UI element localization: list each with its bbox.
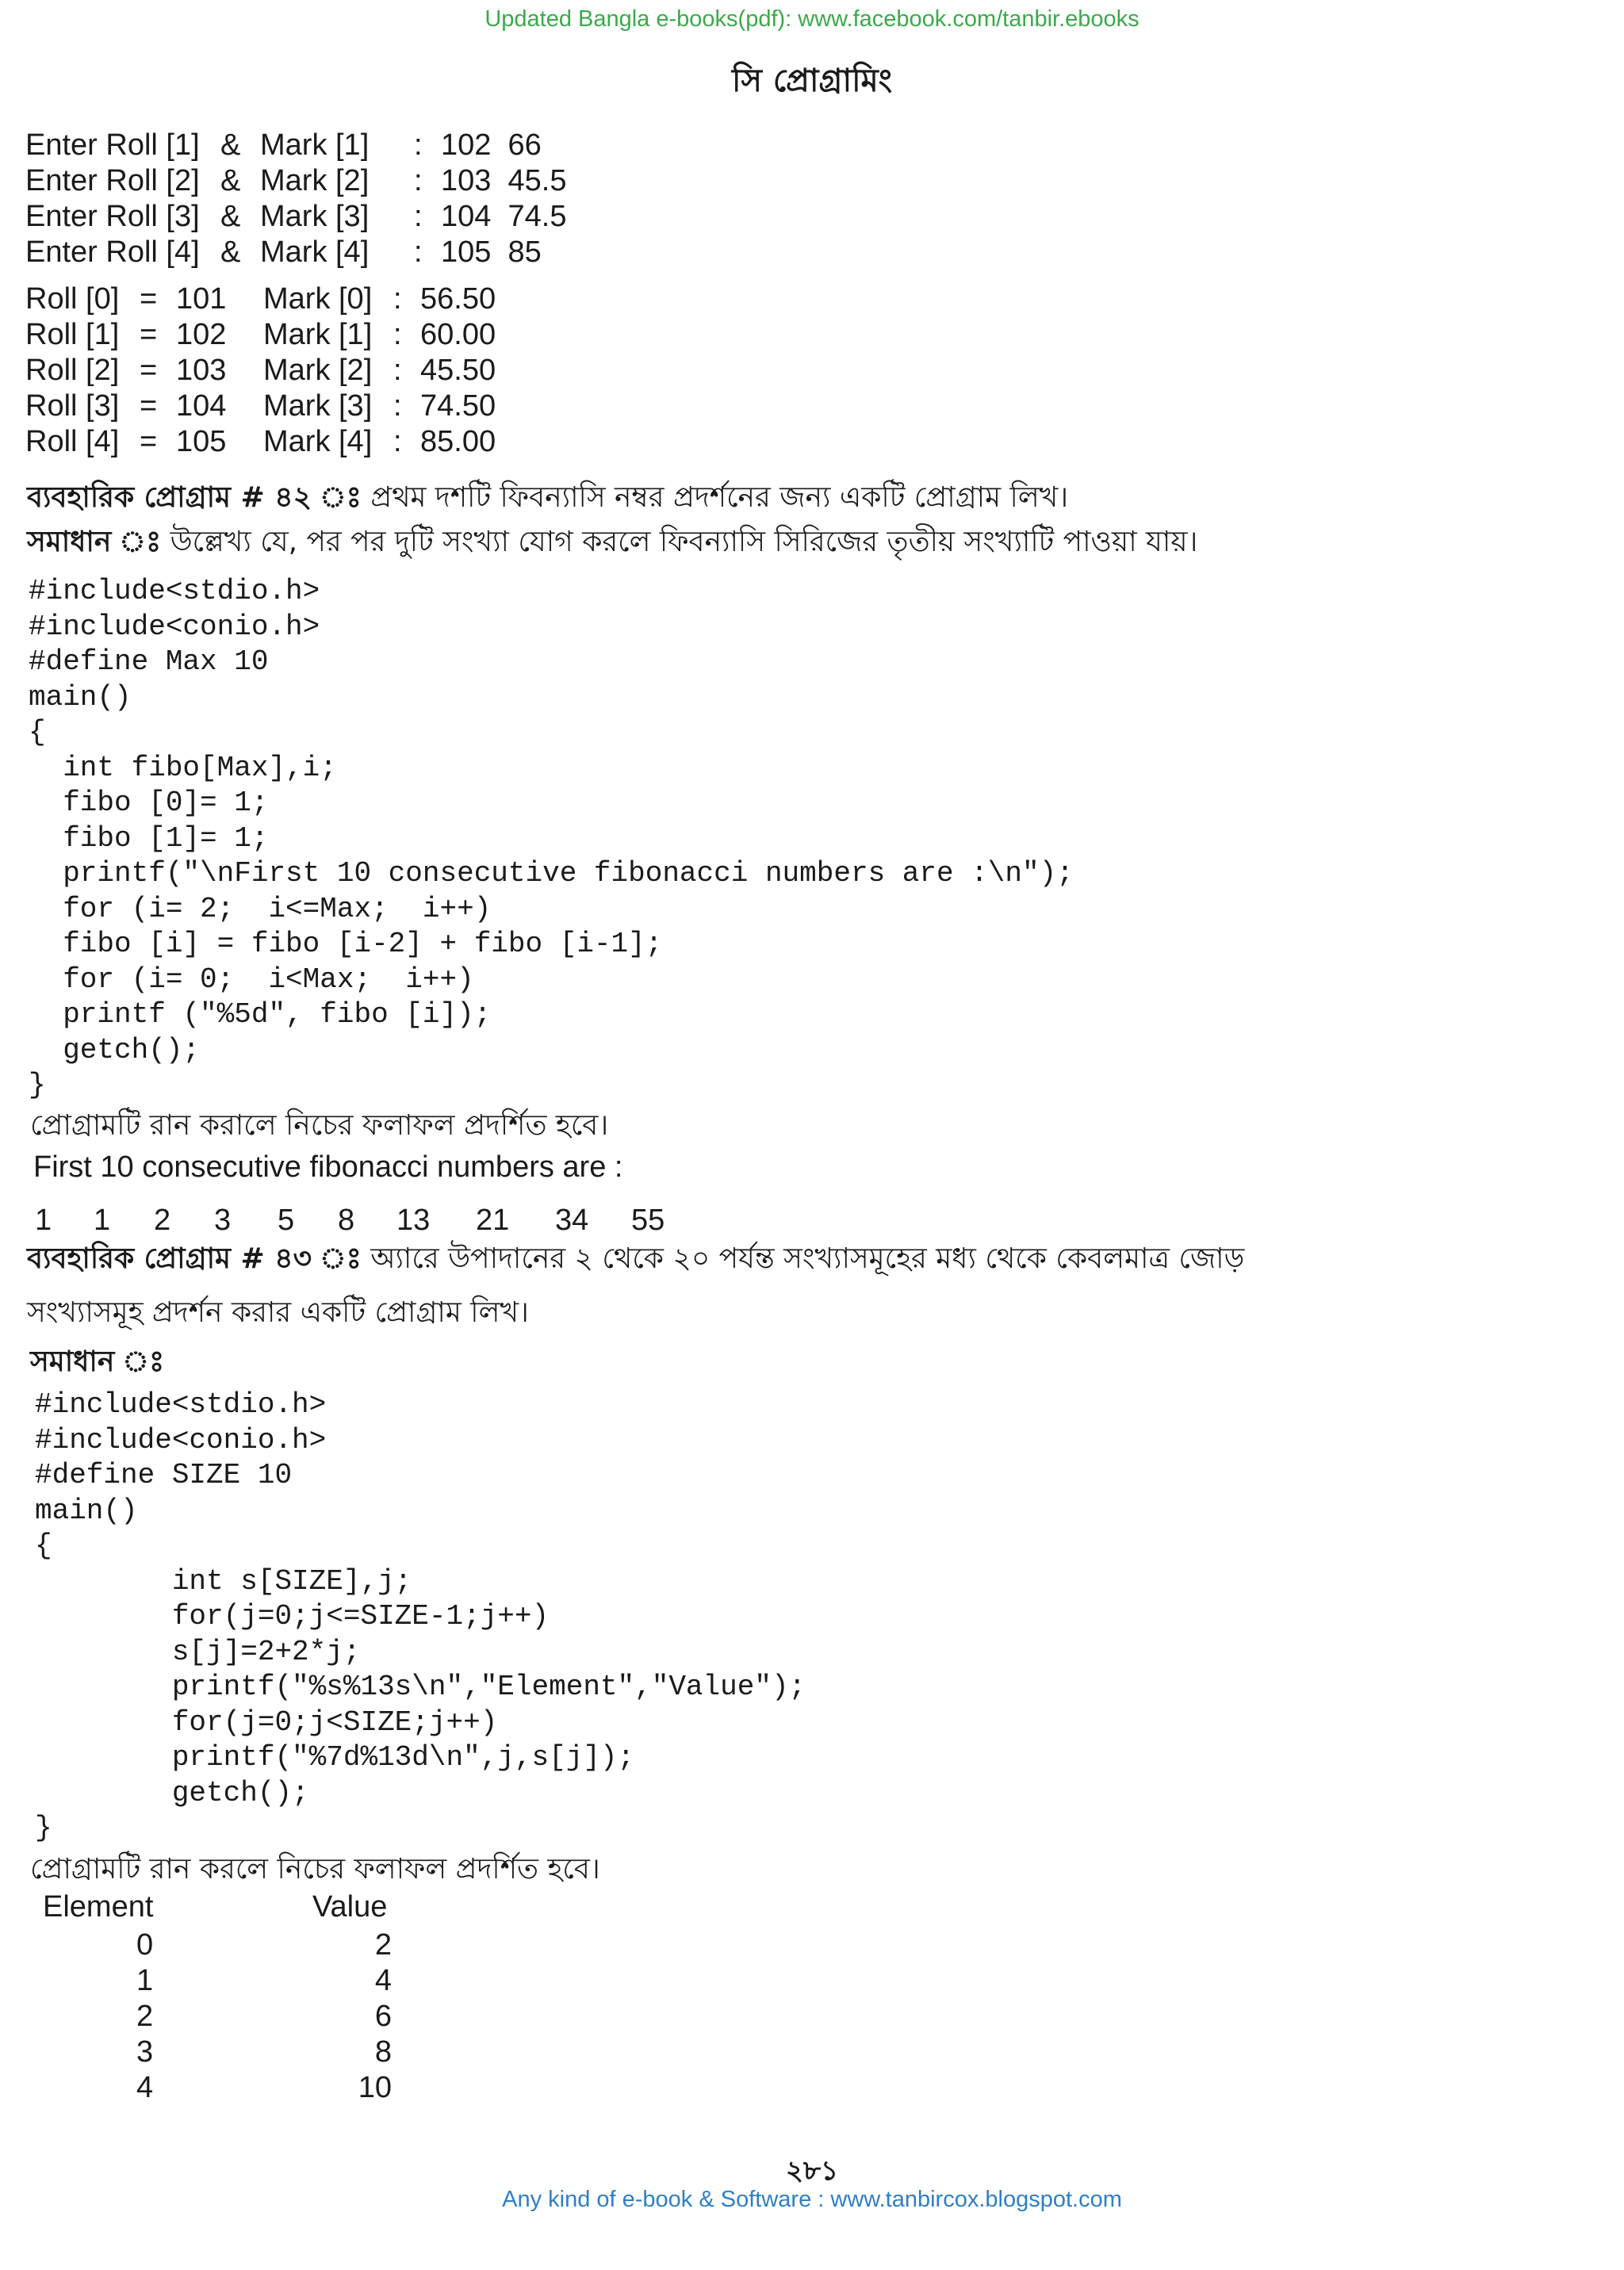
roll-label: Roll [1] xyxy=(25,318,120,351)
input-values: 104 74.5 xyxy=(441,200,567,233)
colon: : xyxy=(414,235,423,269)
program-43-solution xyxy=(30,1340,164,1388)
mark-label: Mark [0] xyxy=(263,282,373,316)
table-cell-value: 4 xyxy=(374,1964,392,1997)
table-cell-element: 3 xyxy=(136,2035,154,2069)
roll-value: 104 xyxy=(176,389,227,423)
mark-label: Mark [1] xyxy=(260,128,370,162)
roll-label: Roll [4] xyxy=(25,425,120,458)
colon: : xyxy=(393,282,402,316)
fibonacci-number: 2 xyxy=(154,1204,171,1237)
roll-value: 102 xyxy=(176,318,227,351)
roll-label: Roll [2] xyxy=(25,354,120,387)
page-number: ২৮১ xyxy=(785,2155,839,2187)
colon: : xyxy=(393,389,402,423)
table-cell-element: 1 xyxy=(136,1964,154,1997)
mark-value: 60.00 xyxy=(420,318,496,351)
mark-label: Mark [2] xyxy=(263,354,373,387)
mark-label: Mark [3] xyxy=(260,200,370,233)
bottom-banner: Any kind of e-book & Software : www.tanbircox.blogspot.com xyxy=(502,2187,1122,2212)
ampersand: & xyxy=(220,235,241,269)
equals: = xyxy=(140,318,158,351)
roll-value: 105 xyxy=(176,425,227,458)
program-42-label: ব্যবহারিক প্রোগ্রাম # ৪২ ঃ xyxy=(27,481,362,514)
table-cell-value: 2 xyxy=(374,1928,392,1962)
top-banner: Updated Bangla e-books(pdf): www.facebook.com/tanbir.ebooks xyxy=(485,6,1139,32)
program-42-heading xyxy=(27,476,1068,523)
fibonacci-number: 13 xyxy=(396,1204,431,1237)
colon: : xyxy=(393,425,402,458)
input-values: 103 45.5 xyxy=(441,164,567,197)
program-43-label: ব্যবহারিক প্রোগ্রাম # ৪৩ ঃ xyxy=(27,1242,362,1275)
ampersand: & xyxy=(220,200,241,233)
table-header-element: Element xyxy=(43,1890,154,1924)
colon: : xyxy=(414,164,423,197)
table-header-value: Value xyxy=(312,1890,388,1924)
fibonacci-number: 1 xyxy=(35,1204,52,1237)
fibonacci-number: 1 xyxy=(94,1204,111,1237)
program-42-solution xyxy=(27,520,1197,568)
enter-roll-label: Enter Roll [2] xyxy=(25,164,200,197)
roll-value: 101 xyxy=(176,282,227,316)
mark-value: 45.50 xyxy=(420,354,496,387)
enter-roll-label: Enter Roll [4] xyxy=(25,235,200,269)
program-42-run-note: প্রোগ্রামটি রান করালে নিচের ফলাফল প্রদর্শিত হবে। xyxy=(30,1109,609,1142)
colon: : xyxy=(414,128,423,162)
table-cell-element: 0 xyxy=(136,1928,154,1962)
equals: = xyxy=(140,354,158,387)
table-cell-element: 2 xyxy=(136,2000,154,2033)
program-43-heading xyxy=(27,1237,1244,1284)
program-42-question: প্রথম দশটি ফিবন্যাসি নম্বর প্রদর্শনের জন্য একটি প্রোগ্রাম লিখ। xyxy=(361,481,1069,514)
equals: = xyxy=(140,282,158,316)
roll-label: Roll [3] xyxy=(25,389,120,423)
enter-roll-label: Enter Roll [1] xyxy=(25,128,200,162)
ampersand: & xyxy=(220,128,241,162)
input-values: 105 85 xyxy=(441,235,542,269)
roll-value: 103 xyxy=(176,354,227,387)
mark-label: Mark [1] xyxy=(263,318,373,351)
solution-label: সমাধান ঃ xyxy=(27,526,162,558)
fibonacci-number: 8 xyxy=(338,1204,355,1237)
fibonacci-number: 34 xyxy=(555,1204,589,1237)
mark-value: 56.50 xyxy=(420,282,496,316)
fibonacci-number: 3 xyxy=(214,1204,232,1237)
colon: : xyxy=(393,318,402,351)
program-42-code: #include<stdio.h> #include<conio.h> #define Max 10 main() { int fibo[Max],i; fibo [0]= 1; fibo [1]= 1; printf("\nFirst 10 consecutive fibonacci numbers are :\n"); for (i= 2; i<=Max; i++) fibo [i] = fibo [i-2] + fibo [i-1]; for (i= 0; i<Max; i++) printf ("%5d", fibo [i]); getch(); } xyxy=(29,575,1074,1101)
enter-roll-label: Enter Roll [3] xyxy=(25,200,200,233)
mark-value: 74.50 xyxy=(420,389,496,423)
mark-label: Mark [4] xyxy=(263,425,373,458)
ampersand: & xyxy=(220,164,241,197)
program-43-code: #include<stdio.h> #include<conio.h> #define SIZE 10 main() { int s[SIZE],j; for(j=0;j<=SIZE-1;j++) s[j]=2+2*j; printf("%s%13s\n","Element","Value"); for(j=0;j<SIZE;j++) printf("%7d%13d\n",j,s[j]); getch(); } xyxy=(35,1388,806,1844)
colon: : xyxy=(393,354,402,387)
page-title: সি প্রোগ্রামিং xyxy=(732,63,892,99)
table-cell-value: 10 xyxy=(358,2071,392,2104)
mark-label: Mark [4] xyxy=(260,235,370,269)
table-cell-element: 4 xyxy=(136,2071,154,2104)
fibonacci-number: 21 xyxy=(476,1204,510,1237)
solution-label-43: সমাধান ঃ xyxy=(30,1346,165,1378)
input-values: 102 66 xyxy=(441,128,542,162)
program-43-question: অ্যারে উপাদানের ২ থেকে ২০ পর্যন্ত সংখ্যাসমূহের মধ্য থেকে কেবলমাত্র জোড় xyxy=(361,1242,1245,1275)
solution-text: উল্লেখ্য যে, পর পর দুটি সংখ্যা যোগ করলে ফিবন্যাসি সিরিজের তৃতীয় সংখ্যাটি পাওয়া যায়। xyxy=(161,526,1198,558)
equals: = xyxy=(140,389,158,423)
equals: = xyxy=(140,425,158,458)
colon: : xyxy=(414,200,423,233)
table-cell-value: 8 xyxy=(374,2035,392,2069)
fibonacci-number: 55 xyxy=(631,1204,665,1237)
fibonacci-number: 5 xyxy=(278,1204,295,1237)
mark-label: Mark [3] xyxy=(263,389,373,423)
mark-label: Mark [2] xyxy=(260,164,370,197)
mark-value: 85.00 xyxy=(420,425,496,458)
program-43-question-line2: সংখ্যাসমূহ প্রদর্শন করার একটি প্রোগ্রাম লিখ। xyxy=(27,1296,529,1329)
table-cell-value: 6 xyxy=(374,2000,392,2033)
roll-label: Roll [0] xyxy=(25,282,120,316)
program-43-run-note: প্রোগ্রামটি রান করলে নিচের ফলাফল প্রদর্শিত হবে। xyxy=(30,1853,600,1885)
fibonacci-output-title: First 10 consecutive fibonacci numbers are : xyxy=(33,1150,623,1184)
